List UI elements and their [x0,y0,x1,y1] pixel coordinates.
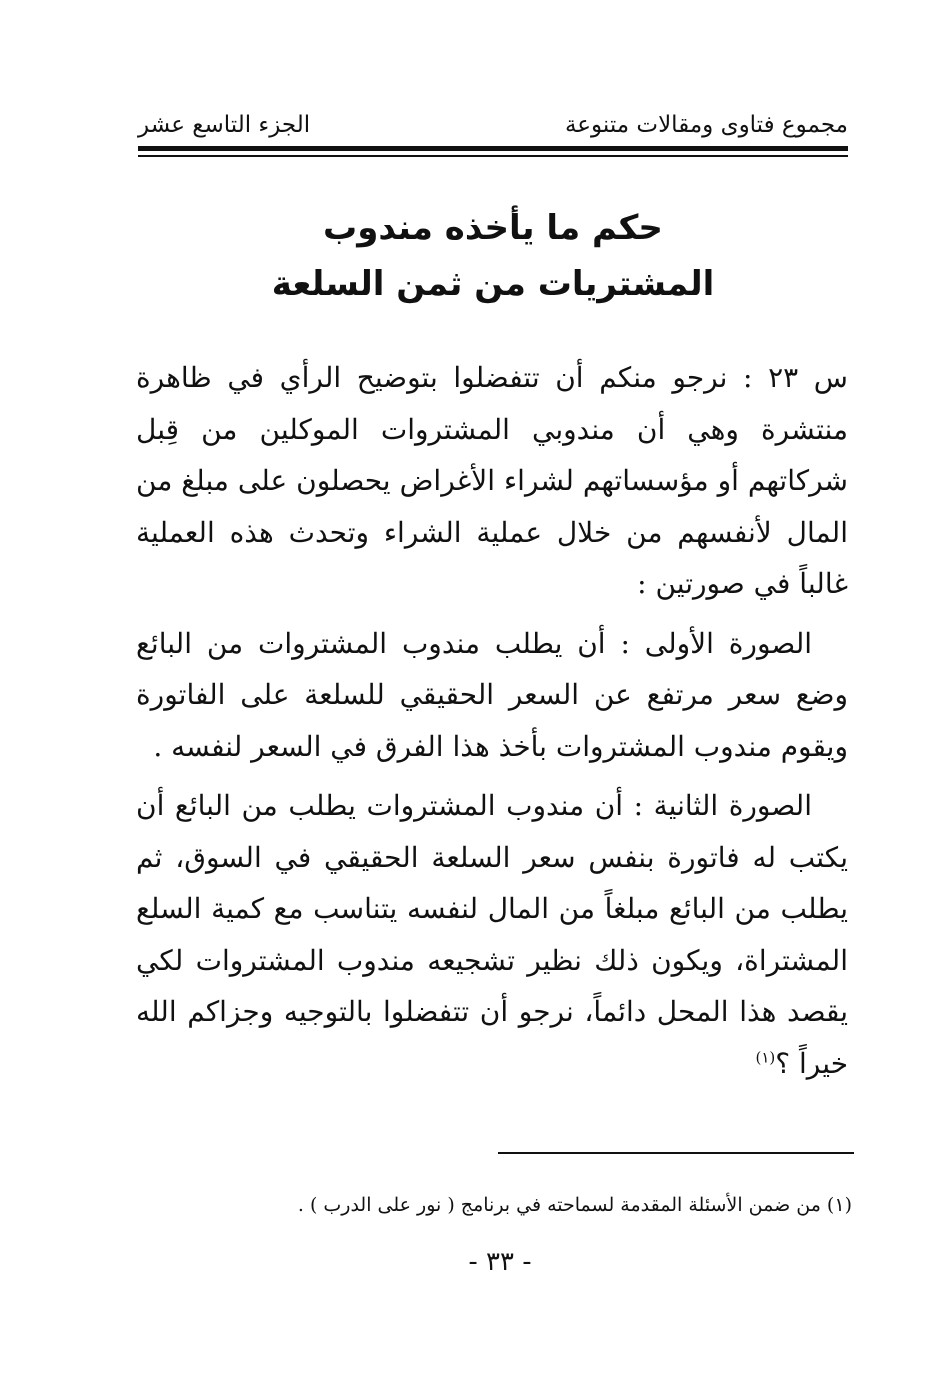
form-one-paragraph [136,618,848,773]
section-title [138,200,848,312]
title-line-1: حكم ما يأخذه مندوب [323,208,663,248]
footnote-reference: (١) [755,1048,776,1067]
form-two-paragraph [136,780,848,1089]
form-one-text: الصورة الأولى : أن يطلب مندوب المشتروات من البائع وضع سعر مرتفع عن السعر الحقيقي للسلعة على الفاتورة ويقوم مندوب المشتروات بأخذ هذا الفرق في السعر لنفسه . [136,626,848,763]
title-line-2: المشتريات من ثمن السلعة [271,264,715,304]
question-paragraph [136,352,848,610]
footnote-separator [498,1152,854,1154]
form-two-text: الصورة الثانية : أن مندوب المشتروات يطلب من البائع أن يكتب له فاتورة بنفس سعر السلعة الحقيقي في السوق، ثم يطلب من البائع مبلغاً من المال لنفسه يتناسب مع كمية السلع المشتراة، ويكون ذلك نظير تشجيعه مندوب المشتروات لكي يقصد هذا المحل دائماً، نرجو أن تتفضلوا بالتوجيه وجزاكم الله خيراً ؟ [136,789,849,1080]
body-text [136,352,848,1089]
volume-label: الجزء التاسع عشر [138,112,311,138]
running-header [138,110,848,144]
header-rule-thin [138,155,848,157]
question-text: س ٢٣ : نرجو منكم أن تتفضلوا بتوضيح الرأي في ظاهرة منتشرة وهي أن مندوبي المشتروات الموكلين من قِبل شركاتهم أو مؤسساتهم لشراء الأغراض يحصلون على مبلغ من المال لأنفسهم من خلال عملية الشراء وتحدث هذه العملية غالباً في صورتين : [136,361,848,600]
book-title: مجموع فتاوى ومقالات متنوعة [564,112,848,138]
header-rule-thick [138,146,848,151]
footnote: (١) من ضمن الأسئلة المقدمة لسماحته في برنامج ( نور على الدرب ) . [297,1194,852,1216]
page-number: - ٣٣ - [468,1247,532,1277]
